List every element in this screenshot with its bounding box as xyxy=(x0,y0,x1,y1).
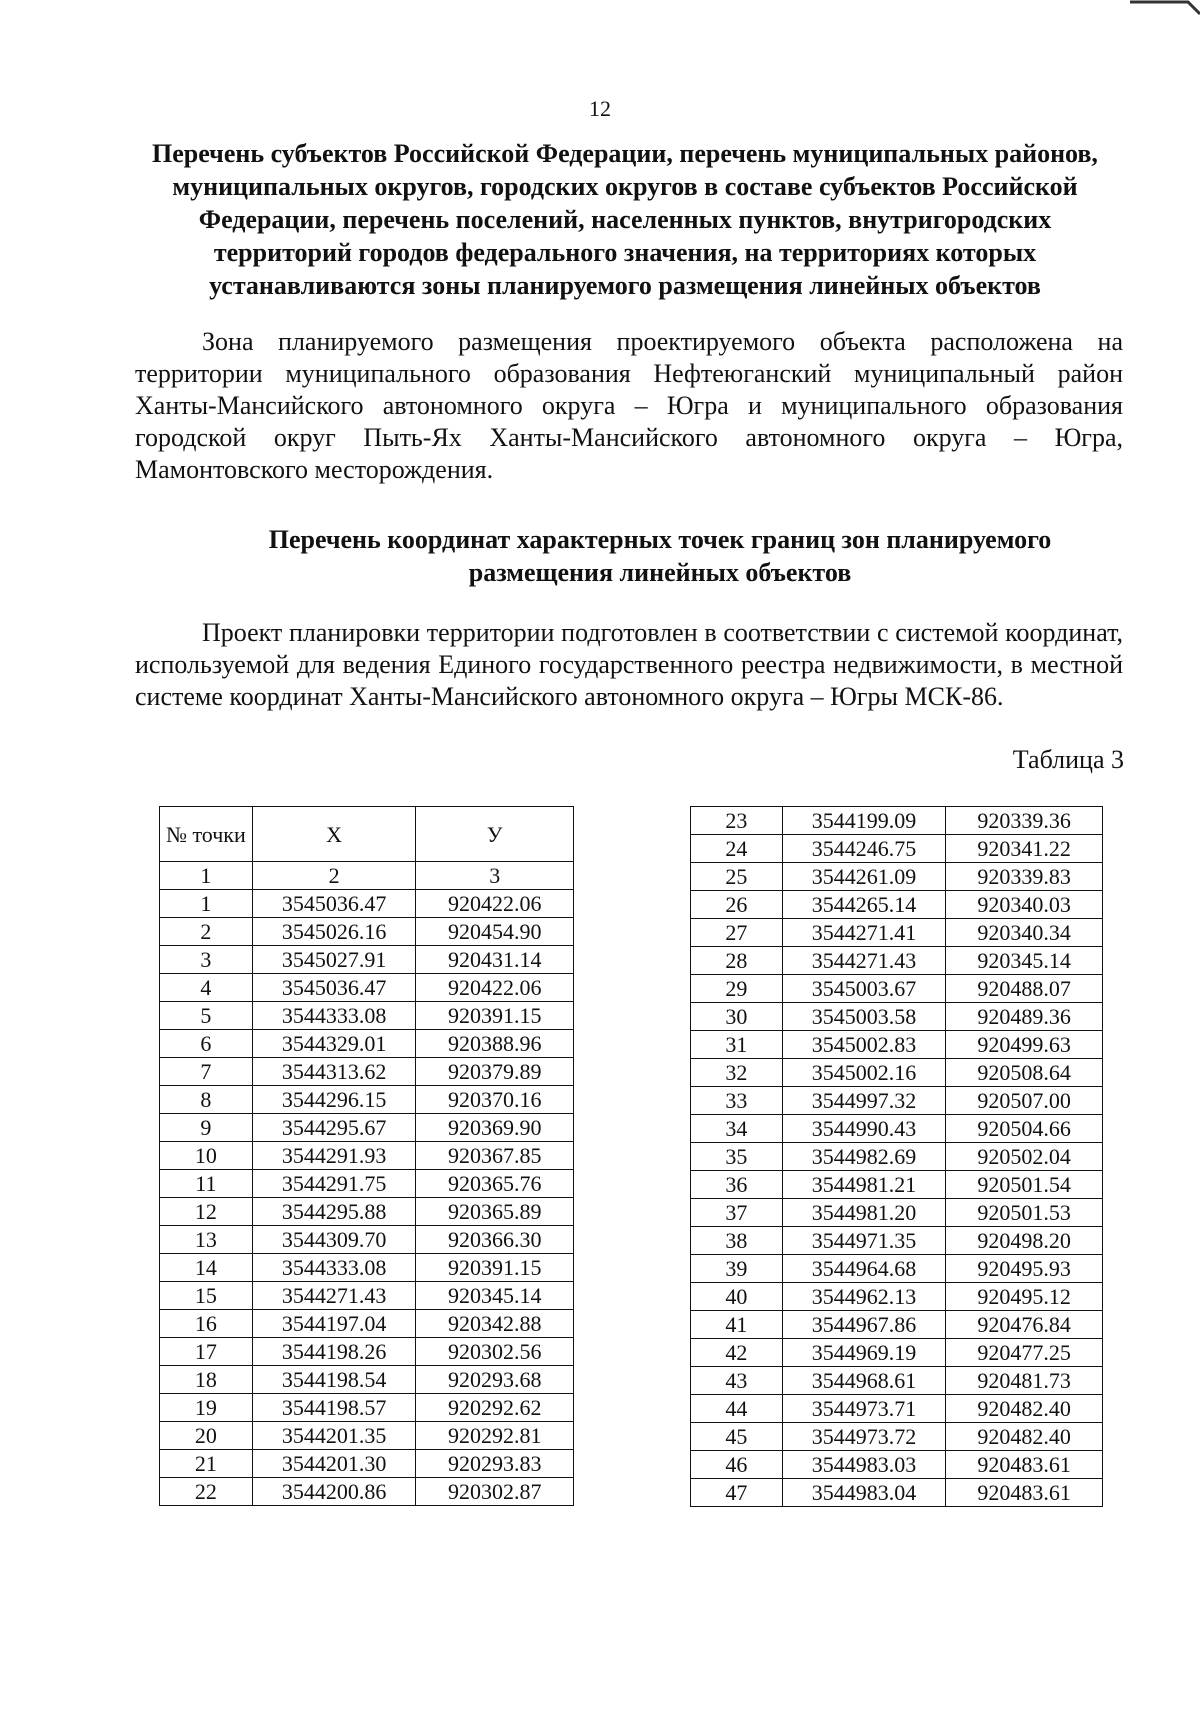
point-number-cell: 30 xyxy=(691,1003,783,1031)
x-coordinate-cell: 3544271.41 xyxy=(782,919,946,947)
point-number-cell: 9 xyxy=(160,1114,253,1142)
y-coordinate-cell: 920504.66 xyxy=(946,1115,1103,1143)
x-coordinate-cell: 3544981.20 xyxy=(782,1199,946,1227)
scan-corner-mark xyxy=(1130,0,1200,20)
column-number-row xyxy=(160,862,574,890)
x-coordinate-cell: 3544964.68 xyxy=(782,1255,946,1283)
table-row xyxy=(691,1087,1103,1115)
point-number-cell: 32 xyxy=(691,1059,783,1087)
x-coordinate-cell: 3545026.16 xyxy=(252,918,416,946)
x-coordinate-cell: 3545003.58 xyxy=(782,1003,946,1031)
x-coordinate-cell: 3545002.83 xyxy=(782,1031,946,1059)
table-row xyxy=(160,1310,574,1338)
y-coordinate-cell: 920499.63 xyxy=(946,1031,1103,1059)
table-header-row xyxy=(160,807,574,862)
point-number-cell: 28 xyxy=(691,947,783,975)
table-row xyxy=(691,947,1103,975)
table-row xyxy=(160,1170,574,1198)
y-coordinate-cell: 920342.88 xyxy=(416,1310,574,1338)
table-row xyxy=(691,807,1103,835)
x-coordinate-cell: 3544990.43 xyxy=(782,1115,946,1143)
x-coordinate-cell: 3544971.35 xyxy=(782,1227,946,1255)
y-coordinate-cell: 920365.89 xyxy=(416,1198,574,1226)
point-number-cell: 13 xyxy=(160,1226,253,1254)
y-header: У xyxy=(416,807,574,862)
x-coordinate-cell: 3544271.43 xyxy=(252,1282,416,1310)
coordinates-heading: Перечень координат характерных точек границ зон планируемого размещения линейных объектов xyxy=(268,525,1052,587)
x-coordinate-cell: 3545027.91 xyxy=(252,946,416,974)
x-header: X xyxy=(252,807,416,862)
y-coordinate-cell: 920302.87 xyxy=(416,1478,574,1506)
table-row xyxy=(691,1255,1103,1283)
y-coordinate-cell: 920293.68 xyxy=(416,1366,574,1394)
point-number-cell: 23 xyxy=(691,807,783,835)
x-coordinate-cell: 3544309.70 xyxy=(252,1226,416,1254)
table-row xyxy=(160,974,574,1002)
point-number-cell: 36 xyxy=(691,1171,783,1199)
x-coordinate-cell: 3544967.86 xyxy=(782,1311,946,1339)
y-coordinate-cell: 920508.64 xyxy=(946,1059,1103,1087)
point-number-cell: 37 xyxy=(691,1199,783,1227)
x-coordinate-cell: 3544291.75 xyxy=(252,1170,416,1198)
point-number-cell: 33 xyxy=(691,1087,783,1115)
point-number-cell: 19 xyxy=(160,1394,253,1422)
coordinate-system-paragraph: Проект планировки территории подготовлен в соответствии с системой координат, используемой для ведения Единого государственного реестра недвижимости, в местной системе координат Ханты-Мансийского автономного округа – Югры МСК-86. xyxy=(135,618,1123,711)
point-number-cell: 46 xyxy=(691,1451,783,1479)
point-number-cell: 2 xyxy=(160,918,253,946)
x-coordinate-cell: 3544199.09 xyxy=(782,807,946,835)
point-number-cell: 38 xyxy=(691,1227,783,1255)
y-coordinate-cell: 920483.61 xyxy=(946,1479,1103,1507)
y-coordinate-cell: 920345.14 xyxy=(946,947,1103,975)
y-coordinate-cell: 920339.83 xyxy=(946,863,1103,891)
x-coordinate-cell: 3544198.54 xyxy=(252,1366,416,1394)
x-coordinate-cell: 3544333.08 xyxy=(252,1002,416,1030)
point-number-cell: 3 xyxy=(160,946,253,974)
point-number-cell: 47 xyxy=(691,1479,783,1507)
x-coordinate-cell: 3544198.26 xyxy=(252,1338,416,1366)
table-row xyxy=(160,1338,574,1366)
point-number-cell: 18 xyxy=(160,1366,253,1394)
point-number-cell: 1 xyxy=(160,890,253,918)
point-number-cell: 44 xyxy=(691,1395,783,1423)
y-coordinate-cell: 920370.16 xyxy=(416,1086,574,1114)
x-coordinate-cell: 3544201.35 xyxy=(252,1422,416,1450)
point-number-cell: 43 xyxy=(691,1367,783,1395)
point-number-cell: 39 xyxy=(691,1255,783,1283)
table-row xyxy=(160,946,574,974)
table-row xyxy=(160,1366,574,1394)
table-row xyxy=(160,1254,574,1282)
point-number-cell: 24 xyxy=(691,835,783,863)
table-row xyxy=(160,1226,574,1254)
x-coordinate-cell: 3544291.93 xyxy=(252,1142,416,1170)
point-number-cell: 11 xyxy=(160,1170,253,1198)
y-coordinate-cell: 920340.03 xyxy=(946,891,1103,919)
table-row xyxy=(691,891,1103,919)
y-coordinate-cell: 920391.15 xyxy=(416,1002,574,1030)
y-coordinate-cell: 920495.93 xyxy=(946,1255,1103,1283)
y-coordinate-cell: 920507.00 xyxy=(946,1087,1103,1115)
y-coordinate-cell: 920481.73 xyxy=(946,1367,1103,1395)
x-coordinate-cell: 3544962.13 xyxy=(782,1283,946,1311)
page-number: 12 xyxy=(589,96,611,121)
x-coordinate-cell: 3544983.03 xyxy=(782,1451,946,1479)
x-coordinate-cell: 3544261.09 xyxy=(782,863,946,891)
table-row xyxy=(160,1394,574,1422)
point-number-cell: 5 xyxy=(160,1002,253,1030)
table-row xyxy=(160,1002,574,1030)
point-number-cell: 35 xyxy=(691,1143,783,1171)
x-coordinate-cell: 3544271.43 xyxy=(782,947,946,975)
coordinates-table-left xyxy=(159,806,574,1506)
point-number-cell: 45 xyxy=(691,1423,783,1451)
table-row xyxy=(691,975,1103,1003)
point-number-cell: 15 xyxy=(160,1282,253,1310)
point-number-cell: 20 xyxy=(160,1422,253,1450)
y-coordinate-cell: 920422.06 xyxy=(416,974,574,1002)
x-coordinate-cell: 3544201.30 xyxy=(252,1450,416,1478)
y-coordinate-cell: 920498.20 xyxy=(946,1227,1103,1255)
table-row xyxy=(691,1171,1103,1199)
x-coordinate-cell: 3544246.75 xyxy=(782,835,946,863)
x-coordinate-cell: 3544295.88 xyxy=(252,1198,416,1226)
table-row xyxy=(691,1199,1103,1227)
y-coordinate-cell: 920482.40 xyxy=(946,1423,1103,1451)
table-row xyxy=(160,1422,574,1450)
x-coordinate-cell: 3544296.15 xyxy=(252,1086,416,1114)
point-number-cell: 21 xyxy=(160,1450,253,1478)
table-row xyxy=(691,1479,1103,1507)
column-number-cell: 2 xyxy=(252,862,416,890)
x-coordinate-cell: 3544969.19 xyxy=(782,1339,946,1367)
x-coordinate-cell: 3544973.72 xyxy=(782,1423,946,1451)
point-number-cell: 6 xyxy=(160,1030,253,1058)
y-coordinate-cell: 920501.53 xyxy=(946,1199,1103,1227)
table-row xyxy=(160,918,574,946)
x-coordinate-cell: 3544968.61 xyxy=(782,1367,946,1395)
table-row xyxy=(691,1031,1103,1059)
table-row xyxy=(160,1198,574,1226)
y-coordinate-cell: 920388.96 xyxy=(416,1030,574,1058)
table-row xyxy=(691,1003,1103,1031)
point-number-cell: 10 xyxy=(160,1142,253,1170)
coordinates-table-right xyxy=(690,806,1103,1507)
y-coordinate-cell: 920454.90 xyxy=(416,918,574,946)
table-row xyxy=(691,1311,1103,1339)
y-coordinate-cell: 920379.89 xyxy=(416,1058,574,1086)
table-row xyxy=(160,1030,574,1058)
y-coordinate-cell: 920482.40 xyxy=(946,1395,1103,1423)
y-coordinate-cell: 920369.90 xyxy=(416,1114,574,1142)
table-row xyxy=(691,1227,1103,1255)
table-row xyxy=(160,890,574,918)
point-number-cell: 25 xyxy=(691,863,783,891)
table-caption: Таблица 3 xyxy=(1012,745,1124,774)
table-row xyxy=(160,1142,574,1170)
y-coordinate-cell: 920476.84 xyxy=(946,1311,1103,1339)
point-number-cell: 26 xyxy=(691,891,783,919)
x-coordinate-cell: 3544981.21 xyxy=(782,1171,946,1199)
column-number-cell: 1 xyxy=(160,862,253,890)
y-coordinate-cell: 920422.06 xyxy=(416,890,574,918)
table-row xyxy=(691,835,1103,863)
y-coordinate-cell: 920488.07 xyxy=(946,975,1103,1003)
point-number-cell: 22 xyxy=(160,1478,253,1506)
x-coordinate-cell: 3544329.01 xyxy=(252,1030,416,1058)
table-row xyxy=(691,1059,1103,1087)
table-row xyxy=(160,1450,574,1478)
y-coordinate-cell: 920391.15 xyxy=(416,1254,574,1282)
point-number-cell: 12 xyxy=(160,1198,253,1226)
point-number-cell: 34 xyxy=(691,1115,783,1143)
point-number-cell: 17 xyxy=(160,1338,253,1366)
point-number-cell: 27 xyxy=(691,919,783,947)
table-row xyxy=(160,1478,574,1506)
point-number-cell: 8 xyxy=(160,1086,253,1114)
main-heading: Перечень субъектов Российской Федерации, перечень муниципальных районов, муниципальных округов, городских округов в составе субъектов Российской Федерации, перечень поселений, населенных пунктов, внутригородских территорий городов федерального значения, на территориях которых устанавливаются зоны планируемого размещения линейных объектов xyxy=(152,139,1098,300)
y-coordinate-cell: 920483.61 xyxy=(946,1451,1103,1479)
table-row xyxy=(691,1339,1103,1367)
x-coordinate-cell: 3544200.86 xyxy=(252,1478,416,1506)
y-coordinate-cell: 920501.54 xyxy=(946,1171,1103,1199)
point-number-cell: 7 xyxy=(160,1058,253,1086)
table-row xyxy=(691,863,1103,891)
point-number-header: № точки xyxy=(160,807,253,862)
y-coordinate-cell: 920340.34 xyxy=(946,919,1103,947)
x-coordinate-cell: 3544295.67 xyxy=(252,1114,416,1142)
table-row xyxy=(160,1086,574,1114)
y-coordinate-cell: 920339.36 xyxy=(946,807,1103,835)
x-coordinate-cell: 3544997.32 xyxy=(782,1087,946,1115)
y-coordinate-cell: 920366.30 xyxy=(416,1226,574,1254)
point-number-cell: 4 xyxy=(160,974,253,1002)
y-coordinate-cell: 920495.12 xyxy=(946,1283,1103,1311)
x-coordinate-cell: 3544973.71 xyxy=(782,1395,946,1423)
table-row xyxy=(160,1114,574,1142)
x-coordinate-cell: 3544198.57 xyxy=(252,1394,416,1422)
point-number-cell: 29 xyxy=(691,975,783,1003)
x-coordinate-cell: 3545002.16 xyxy=(782,1059,946,1087)
y-coordinate-cell: 920489.36 xyxy=(946,1003,1103,1031)
table-row xyxy=(691,1423,1103,1451)
point-number-cell: 42 xyxy=(691,1339,783,1367)
y-coordinate-cell: 920341.22 xyxy=(946,835,1103,863)
point-number-cell: 40 xyxy=(691,1283,783,1311)
table-row xyxy=(691,1283,1103,1311)
point-number-cell: 16 xyxy=(160,1310,253,1338)
x-coordinate-cell: 3544982.69 xyxy=(782,1143,946,1171)
column-number-cell: 3 xyxy=(416,862,574,890)
table-row xyxy=(160,1058,574,1086)
table-row xyxy=(691,1451,1103,1479)
x-coordinate-cell: 3544333.08 xyxy=(252,1254,416,1282)
y-coordinate-cell: 920431.14 xyxy=(416,946,574,974)
x-coordinate-cell: 3545036.47 xyxy=(252,890,416,918)
y-coordinate-cell: 920293.83 xyxy=(416,1450,574,1478)
x-coordinate-cell: 3545036.47 xyxy=(252,974,416,1002)
y-coordinate-cell: 920292.81 xyxy=(416,1422,574,1450)
y-coordinate-cell: 920292.62 xyxy=(416,1394,574,1422)
y-coordinate-cell: 920502.04 xyxy=(946,1143,1103,1171)
x-coordinate-cell: 3544265.14 xyxy=(782,891,946,919)
point-number-cell: 41 xyxy=(691,1311,783,1339)
x-coordinate-cell: 3544983.04 xyxy=(782,1479,946,1507)
point-number-cell: 14 xyxy=(160,1254,253,1282)
x-coordinate-cell: 3545003.67 xyxy=(782,975,946,1003)
y-coordinate-cell: 920367.85 xyxy=(416,1142,574,1170)
y-coordinate-cell: 920477.25 xyxy=(946,1339,1103,1367)
y-coordinate-cell: 920365.76 xyxy=(416,1170,574,1198)
y-coordinate-cell: 920302.56 xyxy=(416,1338,574,1366)
table-row xyxy=(160,1282,574,1310)
x-coordinate-cell: 3544197.04 xyxy=(252,1310,416,1338)
table-row xyxy=(691,1143,1103,1171)
y-coordinate-cell: 920345.14 xyxy=(416,1282,574,1310)
x-coordinate-cell: 3544313.62 xyxy=(252,1058,416,1086)
zone-location-paragraph: Зона планируемого размещения проектируемого объекта расположена на территории муниципального образования Нефтеюганский муниципальный район Ханты-Мансийского автономного округа – Югра и муниципального образования городской округ Пыть-Ях Ханты-Мансийского автономного округа – Югра, Мамонтовского месторождения. xyxy=(135,327,1123,484)
table-row xyxy=(691,1115,1103,1143)
point-number-cell: 31 xyxy=(691,1031,783,1059)
table-row xyxy=(691,1395,1103,1423)
table-row xyxy=(691,1367,1103,1395)
table-row xyxy=(691,919,1103,947)
